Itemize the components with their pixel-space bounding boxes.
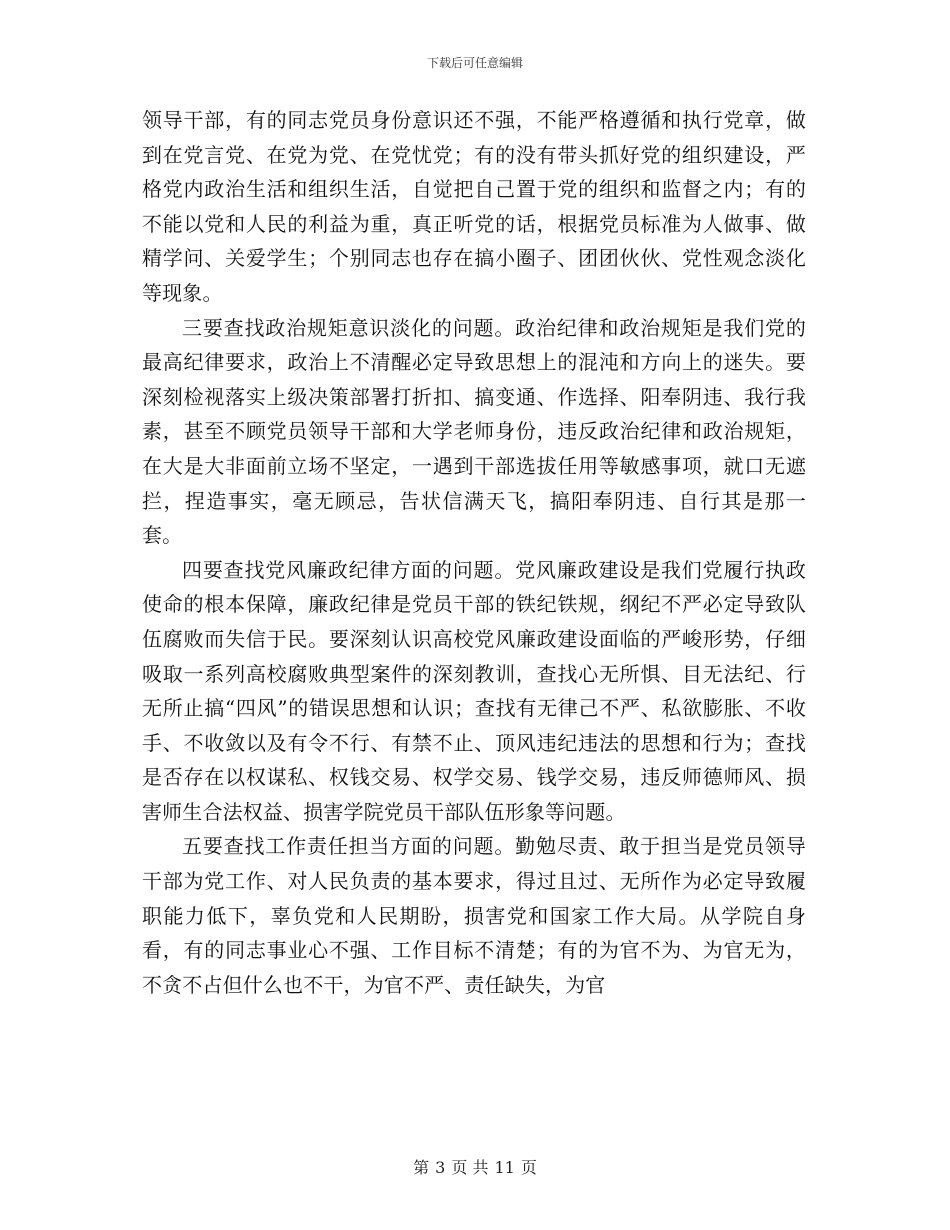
paragraph-continued: 领导干部，有的同志党员身份意识还不强，不能严格遵循和执行党章，做到在党言党、在党为党、在党忧党；有的没有带头抓好党的组织建设，严格党内政治生活和组织生活，自觉把自己置于党的组织和监督之内；有的不能以党和人民的利益为重，真正听党的话，根据党员标准为人做事、做精学问、关爱学生；个别同志也存在搞小圈子、团团伙伙、党性观念淡化等现象。	[142, 108, 806, 305]
header-note: 下载后可任意编辑	[426, 56, 523, 70]
body-text	[142, 103, 806, 1002]
paragraph-political-rules: 三要查找政治规矩意识淡化的问题。政治纪律和政治规矩是我们党的最高纪律要求，政治上不清醒必定导致思想上的混沌和方向上的迷失。要深刻检视落实上级决策部署打折扣、搞变通、作选择、阳奉阴违、我行我素，甚至不顾党员领导干部和大学老师身份，违反政治纪律和政治规矩，在大是大非面前立场不坚定，一遇到干部选拔任用等敏感事项，就口无遮拦，捏造事实，毫无顾忌，告状信满天飞，搞阳奉阴违、自行其是那一套。	[142, 315, 806, 548]
paragraph-work-responsibility: 五要查找工作责任担当方面的问题。勤勉尽责、敢于担当是党员领导干部为党工作、对人民负责的基本要求，得过且过、无所作为必定导致履职能力低下，辜负党和人民期盼，损害党和国家工作大局。从学院自身看，有的同志事业心不强、工作目标不清楚；有的为官不为、为官无为，不贪不占但什么也不干，为官不严、责任缺失，为官	[142, 834, 806, 997]
footer-total-pages: 11	[494, 1158, 515, 1177]
page-footer	[0, 1158, 950, 1178]
footer-mid: 页 共	[451, 1158, 489, 1177]
footer-prefix: 第	[413, 1158, 430, 1177]
footer-suffix: 页	[520, 1158, 537, 1177]
footer-page-number: 3	[435, 1158, 446, 1177]
paragraph-integrity-discipline: 四要查找党风廉政纪律方面的问题。党风廉政建设是我们党履行执政使命的根本保障，廉政纪律是党员干部的铁纪铁规，纲纪不严必定导致队伍腐败而失信于民。要深刻认识高校党风廉政建设面临的严峻形势，仔细吸取一系列高校腐败典型案件的深刻教训，查找心无所惧、目无法纪、行无所止搞“四风”的错误思想和认识；查找有无律己不严、私欲膨胀、不收手、不收敛以及有令不行、有禁不止、顶风违纪违法的思想和行为；查找是否存在以权谋私、权钱交易、权学交易、钱学交易，违反师德师风、损害师生合法权益、损害学院党员干部队伍形象等问题。	[142, 557, 806, 824]
